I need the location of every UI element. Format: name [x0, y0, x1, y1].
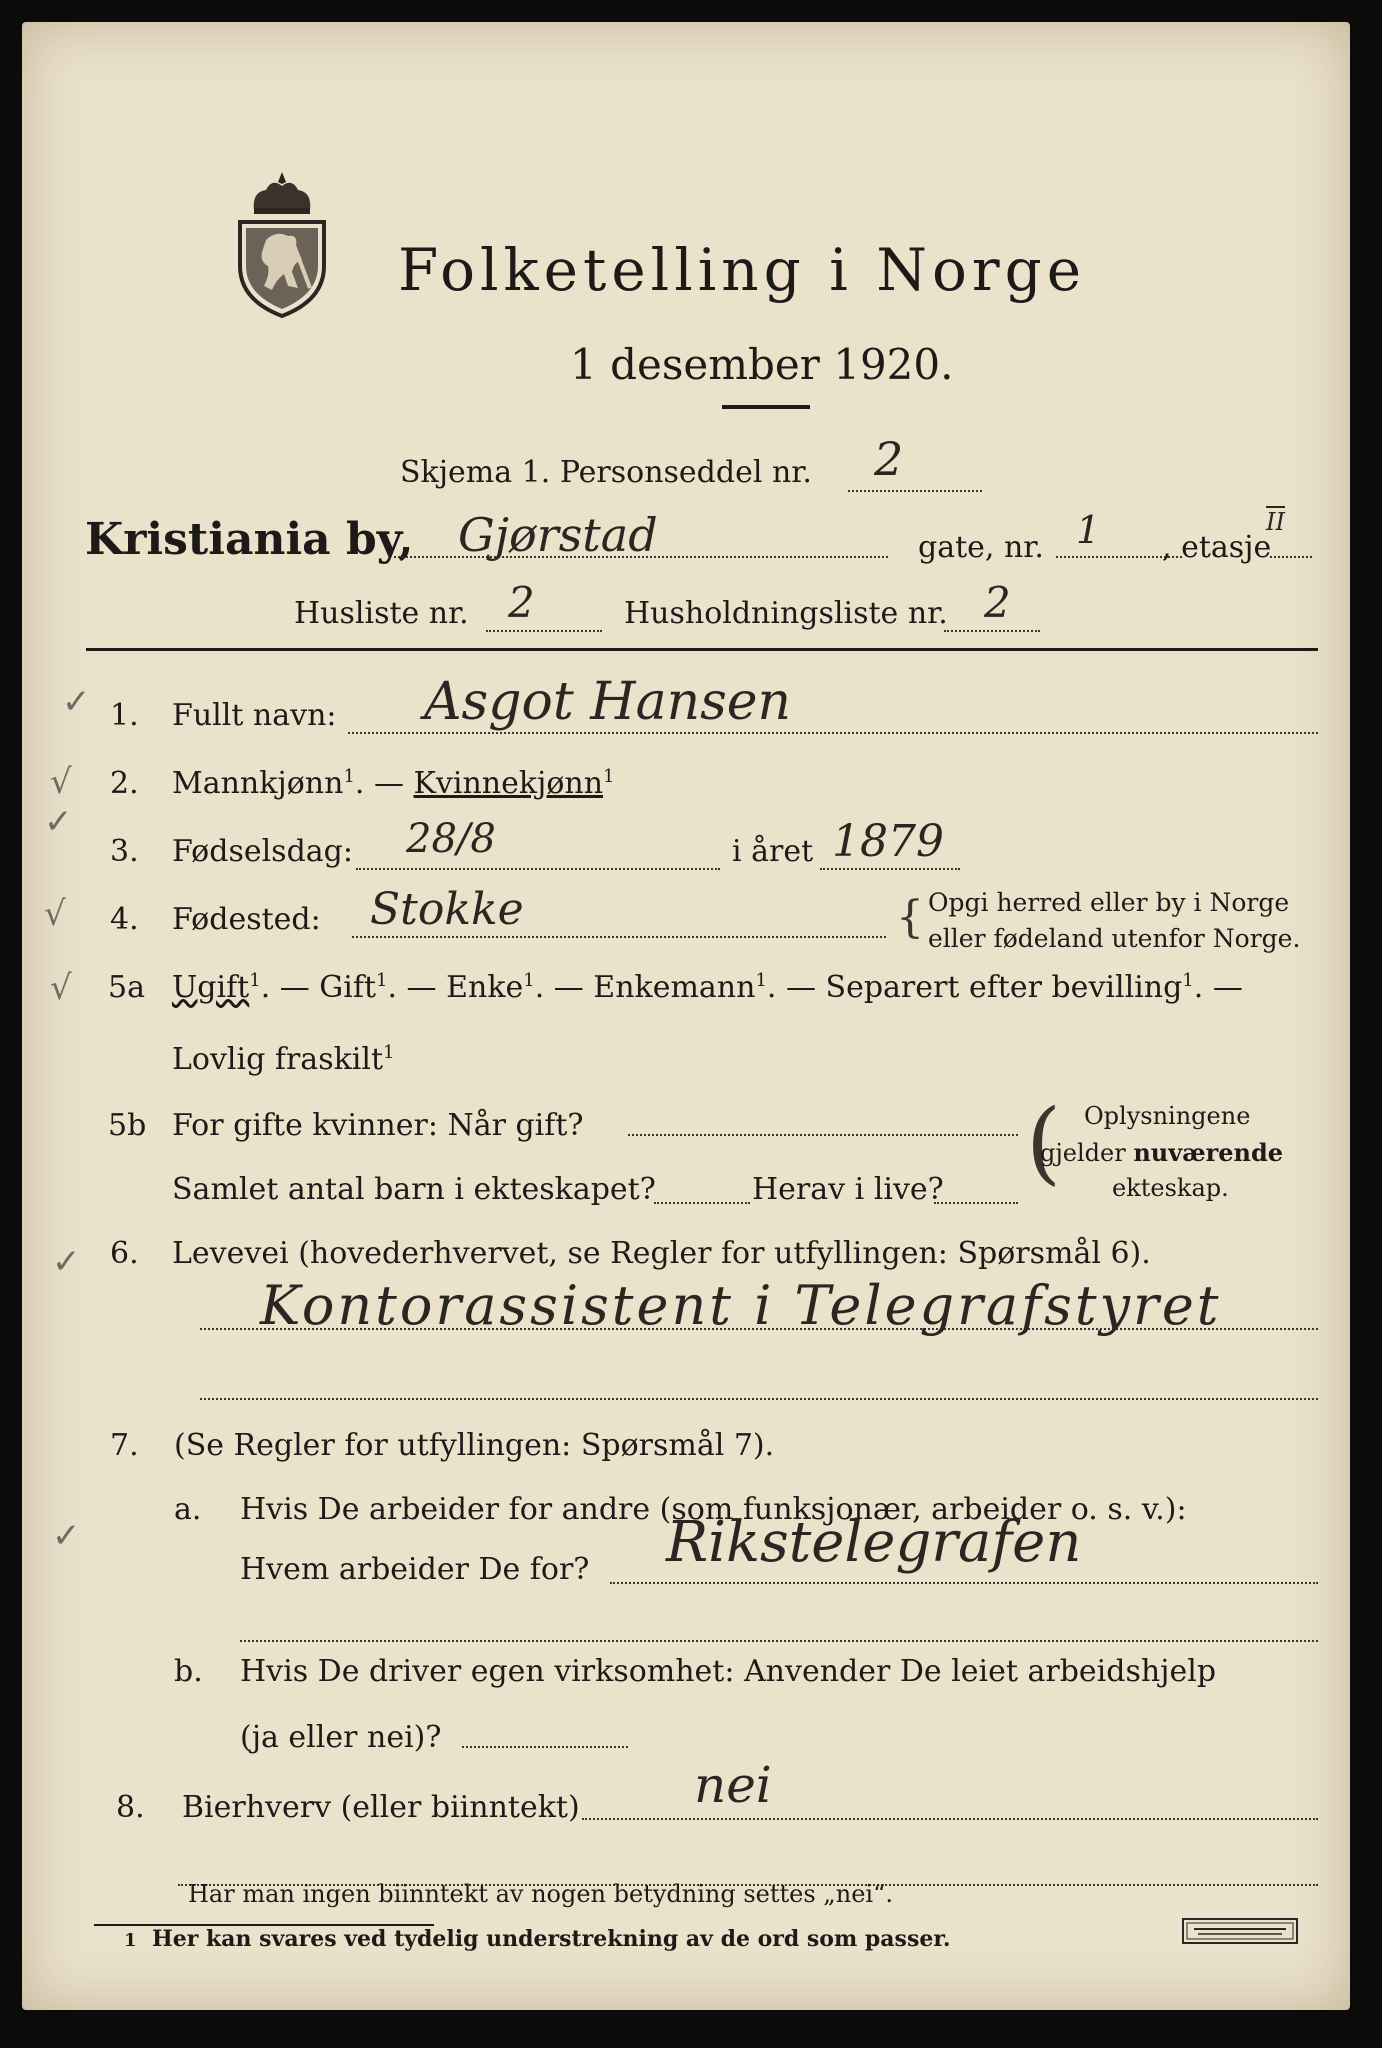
q5b-label-married: For gifte kvinner: Når gift? [172, 1108, 584, 1143]
birthplace-note-2: eller fødeland utenfor Norge. [928, 924, 1301, 953]
check-mark-icon: ✓ [52, 1242, 81, 1282]
husliste-dots [486, 630, 602, 632]
q8-number: 8. [116, 1790, 145, 1825]
female-option: Kvinnekjønn [413, 766, 604, 801]
q1-dots [348, 732, 1318, 734]
birth-year-value: 1879 [832, 816, 944, 867]
footnote-ref: 1 [1182, 970, 1194, 991]
q1-number: 1. [110, 698, 139, 733]
full-name-value: Asgot Hansen [424, 672, 792, 732]
schema-label: Skjema 1. Personseddel nr. [400, 455, 812, 490]
q6-number: 6. [110, 1236, 139, 1271]
enkemann-option: . — Enkemann [534, 970, 756, 1005]
gift-option: . — Gift [260, 970, 377, 1005]
q5b-label-alive: Herav i live? [752, 1172, 944, 1207]
etasje-dots [1270, 556, 1312, 558]
coat-of-arms-icon [232, 170, 332, 320]
separert-option: . — Separert efter bevilling [766, 970, 1183, 1005]
husholdning-value: 2 [984, 578, 1011, 627]
sex-options [172, 766, 615, 801]
marriage-note-2b: nuværende [1133, 1138, 1284, 1167]
marriage-note-3: ekteskap. [1112, 1174, 1229, 1202]
alive-dots [934, 1202, 1018, 1204]
q5b-label-children: Samlet antal barn i ekteskapet? [172, 1172, 656, 1207]
employer-value: Rikstelegrafen [666, 1510, 1082, 1575]
etasje-value: $\overline{II}$ [1266, 508, 1285, 536]
note-bracket: ( [1026, 1090, 1062, 1195]
q3-label: Fødselsdag: [172, 834, 353, 869]
birthday-dots [356, 868, 720, 870]
personseddel-value: 2 [874, 432, 904, 486]
footnote-ref: 1 [343, 766, 355, 787]
check-mark-icon: √ [44, 894, 66, 934]
marriage-note-1: Oplysningene [1084, 1102, 1251, 1130]
side-income-value: nei [694, 1756, 772, 1814]
occupation-dots-2 [200, 1398, 1318, 1400]
header-rule [86, 648, 1318, 651]
q7a-line-2: Hvem arbeider De for? [240, 1552, 590, 1587]
husliste-value: 2 [508, 578, 535, 627]
birthday-value: 28/8 [406, 816, 496, 862]
q3-number: 3. [110, 834, 139, 869]
gate-label: gate, nr. [918, 530, 1044, 565]
birthplace-note-1: Opgi herred eller by i Norge [928, 888, 1290, 917]
q7-number: 7. [110, 1428, 139, 1463]
q6-label: Levevei (hovederhvervet, se Regler for utfyllingen: Spørsmål 6). [172, 1236, 1151, 1271]
house-number-value: 1 [1076, 508, 1101, 552]
check-mark-icon: ✓ [44, 802, 73, 842]
footnote-ref: 1 [376, 970, 388, 991]
title-divider [722, 405, 810, 409]
year-label: i året [732, 834, 814, 869]
male-option: Mannkjønn [172, 766, 344, 801]
birthplace-value: Stokke [370, 884, 524, 935]
q7-label: (Se Regler for utfyllingen: Spørsmål 7). [174, 1428, 775, 1463]
ugift-option: Ugift [172, 970, 250, 1005]
city-label: Kristiania by, [85, 514, 414, 565]
husholdning-label: Husholdningsliste nr. [624, 596, 948, 631]
printer-stamp-icon [1182, 1918, 1298, 1944]
note-bracket: { [896, 892, 924, 943]
street-value: Gjørstad [458, 508, 658, 562]
employer-dots-2 [240, 1640, 1318, 1642]
footnote-ref: 1 [383, 1042, 395, 1063]
q8-note: Har man ingen biinntekt av nogen betydning settes „nei“. [188, 1880, 893, 1908]
q8-label: Bierhverv (eller biinntekt) [182, 1790, 580, 1825]
footnote-ref: 1 [249, 970, 261, 991]
q4-label: Fødested: [172, 902, 321, 937]
occupation-value: Kontorassistent i Telegrafstyret [260, 1274, 1222, 1337]
fraskilt-label: Lovlig fraskilt [172, 1042, 384, 1077]
year-dots [820, 868, 960, 870]
sex-separator: . — [354, 766, 414, 801]
children-dots [654, 1202, 750, 1204]
page-title: Folketelling i Norge [398, 236, 1087, 304]
birthplace-dots [352, 936, 886, 938]
husholdning-dots [944, 630, 1040, 632]
q7a-letter: a. [174, 1492, 202, 1527]
fraskilt-option [172, 1042, 394, 1077]
marriage-note-2a: gjelder [1040, 1139, 1134, 1167]
census-form [22, 22, 1350, 2010]
side-income-dots [582, 1818, 1318, 1820]
footnote-ref: 1 [603, 766, 615, 787]
etasje-label: , etasje [1162, 530, 1272, 565]
marital-options [172, 970, 1243, 1005]
q7b-line-1: Hvis De driver egen virksomhet: Anvender De leiet arbeidshjelp [240, 1654, 1217, 1689]
census-date: 1 desember 1920. [570, 340, 954, 389]
footnote-ref: 1 [523, 970, 535, 991]
q1-label: Fullt navn: [172, 698, 337, 733]
enke-option: . — Enke [387, 970, 524, 1005]
check-mark-icon: √ [50, 968, 72, 1008]
marriage-note-2 [1040, 1138, 1283, 1167]
q4-number: 4. [110, 902, 139, 937]
married-dots [628, 1134, 1018, 1136]
check-mark-icon: √ [50, 762, 72, 802]
husliste-label: Husliste nr. [294, 596, 469, 631]
footnote-text: Her kan svares ved tydelig understrekning av de ord som passer. [152, 1926, 951, 1952]
q2-number: 2. [110, 766, 139, 801]
footnote-number: 1 [124, 1930, 137, 1951]
q7b-line-2: (ja eller nei)? [240, 1720, 442, 1755]
q7a-line-1: Hvis De arbeider for andre (som funksjonær, arbeider o. s. v.): [240, 1492, 1187, 1527]
footnote-ref: 1 [755, 970, 767, 991]
check-mark-icon: ✓ [52, 1516, 81, 1556]
q7b-letter: b. [174, 1654, 203, 1689]
helper-dots [462, 1746, 628, 1748]
q5b-number: 5b [108, 1108, 147, 1143]
marital-tail: . — [1193, 970, 1243, 1005]
q5a-number: 5a [108, 970, 145, 1005]
check-mark-icon: ✓ [62, 682, 91, 722]
schema-dots [848, 490, 982, 492]
employer-dots [610, 1582, 1318, 1584]
